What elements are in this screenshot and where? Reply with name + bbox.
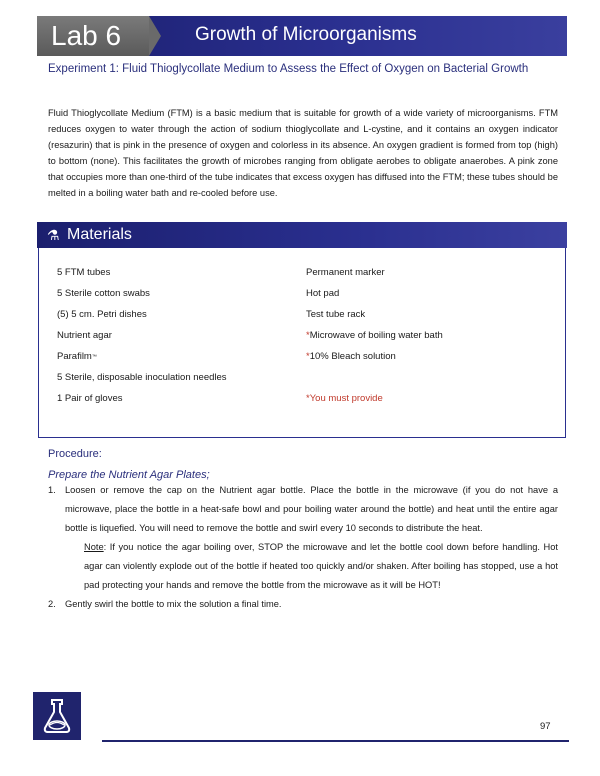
material-item-label: Hot pad bbox=[306, 288, 340, 299]
material-item bbox=[306, 349, 443, 370]
material-item: (5) 5 cm. Petri dishes bbox=[57, 309, 147, 320]
materials-header bbox=[37, 222, 567, 248]
spacer bbox=[306, 370, 443, 391]
material-item-label: 10% Bleach solution bbox=[309, 351, 396, 362]
material-item-label: Permanent marker bbox=[306, 267, 385, 278]
provide-note: *You must provide bbox=[306, 393, 383, 404]
material-item bbox=[306, 307, 443, 328]
flask-logo-icon bbox=[33, 692, 81, 740]
material-item bbox=[306, 286, 443, 307]
page-number: 97 bbox=[540, 721, 551, 732]
procedure-subheading: Prepare the Nutrient Agar Plates; bbox=[48, 469, 210, 481]
material-item-label: Parafilm bbox=[57, 351, 92, 362]
material-item-parafilm bbox=[57, 349, 227, 370]
step-text: Gently swirl the bottle to mix the solution a final time. bbox=[65, 599, 282, 609]
materials-right-column bbox=[306, 265, 443, 412]
trademark-symbol: ™ bbox=[91, 354, 97, 360]
note-text: : If you notice the agar boiling over, STOP the microwave and let the bottle cool down before handling. Hot agar can violently explode out of the bottle if heated too quickly and/or shaken. After boiling has stopped, use a hot pad protecting your hands and remove the bottle from the microwave as it will be HOT! bbox=[84, 542, 558, 590]
required-star: * bbox=[306, 351, 310, 362]
banner-arrow-shape bbox=[149, 16, 161, 56]
step-number: 2. bbox=[48, 599, 56, 609]
lab-number: Lab 6 bbox=[37, 16, 149, 56]
material-item: 5 Sterile, disposable inoculation needles bbox=[57, 372, 227, 383]
note-label: Note bbox=[84, 542, 104, 552]
procedure-heading: Procedure: bbox=[48, 448, 102, 460]
step-text: Loosen or remove the cap on the Nutrient agar bottle. Place the bottle in the microwave (if you do not have a microwave, place the bottle in a heat-safe bowl and pour boiling water around the bottle) and heat until the entire agar bottle is liquefied. You will need to remove the bottle and swirl every 10 seconds to distribute the heat. bbox=[65, 485, 558, 533]
flask-logo bbox=[33, 692, 81, 740]
material-item-label: Microwave of boiling water bath bbox=[309, 330, 443, 341]
material-item-label: Test tube rack bbox=[306, 309, 366, 320]
step-1 bbox=[48, 481, 558, 538]
material-item: Nutrient agar bbox=[57, 330, 112, 341]
step-note bbox=[48, 538, 558, 595]
lab-title: Growth of Microorganisms bbox=[195, 24, 417, 45]
material-item: 5 FTM tubes bbox=[57, 267, 111, 278]
step-2 bbox=[48, 595, 558, 614]
footer-divider bbox=[102, 740, 569, 742]
procedure-steps bbox=[48, 481, 558, 614]
material-item bbox=[306, 328, 443, 349]
lab-header-banner bbox=[37, 16, 567, 56]
experiment-title: Experiment 1: Fluid Thioglycollate Medium to Assess the Effect of Oxygen on Bacterial Growth bbox=[48, 63, 529, 75]
materials-left-column bbox=[57, 265, 227, 412]
materials-heading: Materials bbox=[67, 226, 132, 243]
required-star: * bbox=[306, 330, 310, 341]
material-item bbox=[306, 265, 443, 286]
intro-paragraph: Fluid Thioglycollate Medium (FTM) is a basic medium that is suitable for growth of a wide variety of microorganisms. FTM reduces oxygen to water through the action of sodium thioglycollate and L-cystine, and it contains an oxygen indicator (resazurin) that is pink in the presence of oxygen and colorless in its absence. An oxygen gradient is formed from top (high) to bottom (none). This facilitates the growth of microbes ranging from obligate aerobes to obligate anaerobes. A pink zone that occupies more than one-third of the tube indicates that excess oxygen has diffused into the FTM; these tubes should be melted in a boiling water bath and re-cooled before use. bbox=[48, 108, 558, 198]
material-item: 5 Sterile cotton swabs bbox=[57, 288, 150, 299]
flask-icon: ⚗ bbox=[47, 227, 60, 243]
step-number: 1. bbox=[48, 485, 56, 495]
material-item: 1 Pair of gloves bbox=[57, 393, 123, 404]
